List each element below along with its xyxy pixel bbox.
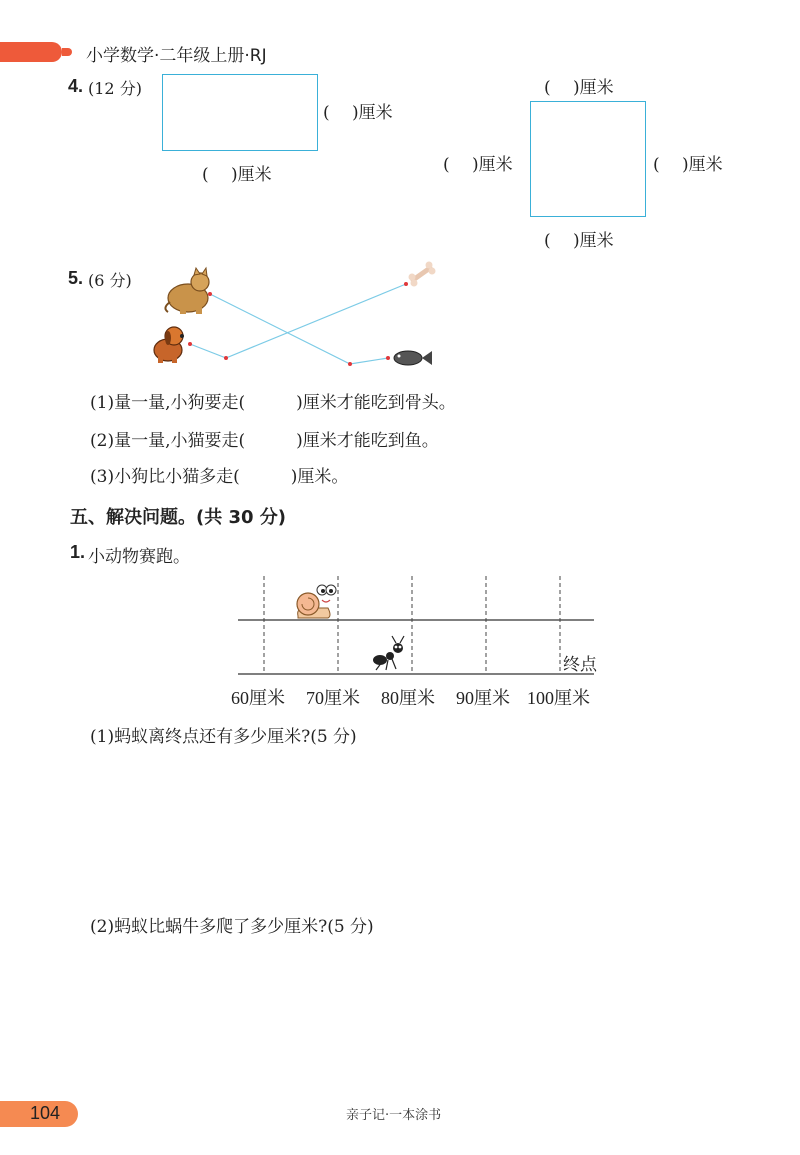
scale-markers xyxy=(264,576,560,674)
q5-item-2: (2)量一量,小猫要走( )厘米才能吃到鱼。 xyxy=(90,431,439,451)
race-track xyxy=(232,572,612,682)
q4-points: (12 分) xyxy=(88,79,142,98)
p1-question-1: (1)蚂蚁离终点还有多少厘米?(5 分) xyxy=(90,727,357,747)
snail-icon xyxy=(297,585,336,618)
scale-label-100: 100厘米 xyxy=(527,688,590,708)
q5-points: (6 分) xyxy=(88,271,132,290)
scale-label-80: 80厘米 xyxy=(381,688,435,708)
ant-icon xyxy=(373,636,404,670)
q4-square-bottom-label: ( )厘米 xyxy=(544,231,614,251)
q5-path-figure xyxy=(140,258,450,378)
q4-rectangle xyxy=(162,74,318,151)
fish-icon xyxy=(394,351,432,365)
header-accent-bar xyxy=(0,42,62,62)
header-title: 小学数学·二年级上册·RJ xyxy=(86,46,267,66)
p1-question-2: (2)蚂蚁比蜗牛多爬了多少厘米?(5 分) xyxy=(90,917,374,937)
p1-title: 小动物赛跑。 xyxy=(88,547,190,567)
q5-number: 5. xyxy=(68,268,84,288)
scale-label-70: 70厘米 xyxy=(306,688,360,708)
page-number: 104 xyxy=(30,1103,61,1123)
q4-rect-bottom-label: ( )厘米 xyxy=(202,165,272,185)
q4-square xyxy=(530,101,646,217)
q5-item-3: (3)小狗比小猫多走( )厘米。 xyxy=(90,467,349,487)
q5-item-1: (1)量一量,小狗要走( )厘米才能吃到骨头。 xyxy=(90,393,456,413)
q4-number: 4. xyxy=(68,76,84,96)
dog-icon xyxy=(154,327,184,363)
finish-label: 终点 xyxy=(563,655,597,675)
q4-square-top-label: ( )厘米 xyxy=(544,78,614,98)
q4-rect-right-label: ( )厘米 xyxy=(323,103,393,123)
q4-square-left-label: ( )厘米 xyxy=(443,155,513,175)
bone-icon xyxy=(409,262,436,287)
footer-text: 亲子记·一本涂书 xyxy=(346,1108,442,1123)
q5-lines xyxy=(188,282,408,366)
q4-square-right-label: ( )厘米 xyxy=(653,155,723,175)
scale-label-60: 60厘米 xyxy=(231,688,285,708)
section-title: 五、解决问题。(共 30 分) xyxy=(70,507,287,528)
track-lines xyxy=(238,620,594,674)
p1-number: 1. xyxy=(70,542,86,562)
cat-icon xyxy=(165,268,209,314)
scale-label-90: 90厘米 xyxy=(456,688,510,708)
